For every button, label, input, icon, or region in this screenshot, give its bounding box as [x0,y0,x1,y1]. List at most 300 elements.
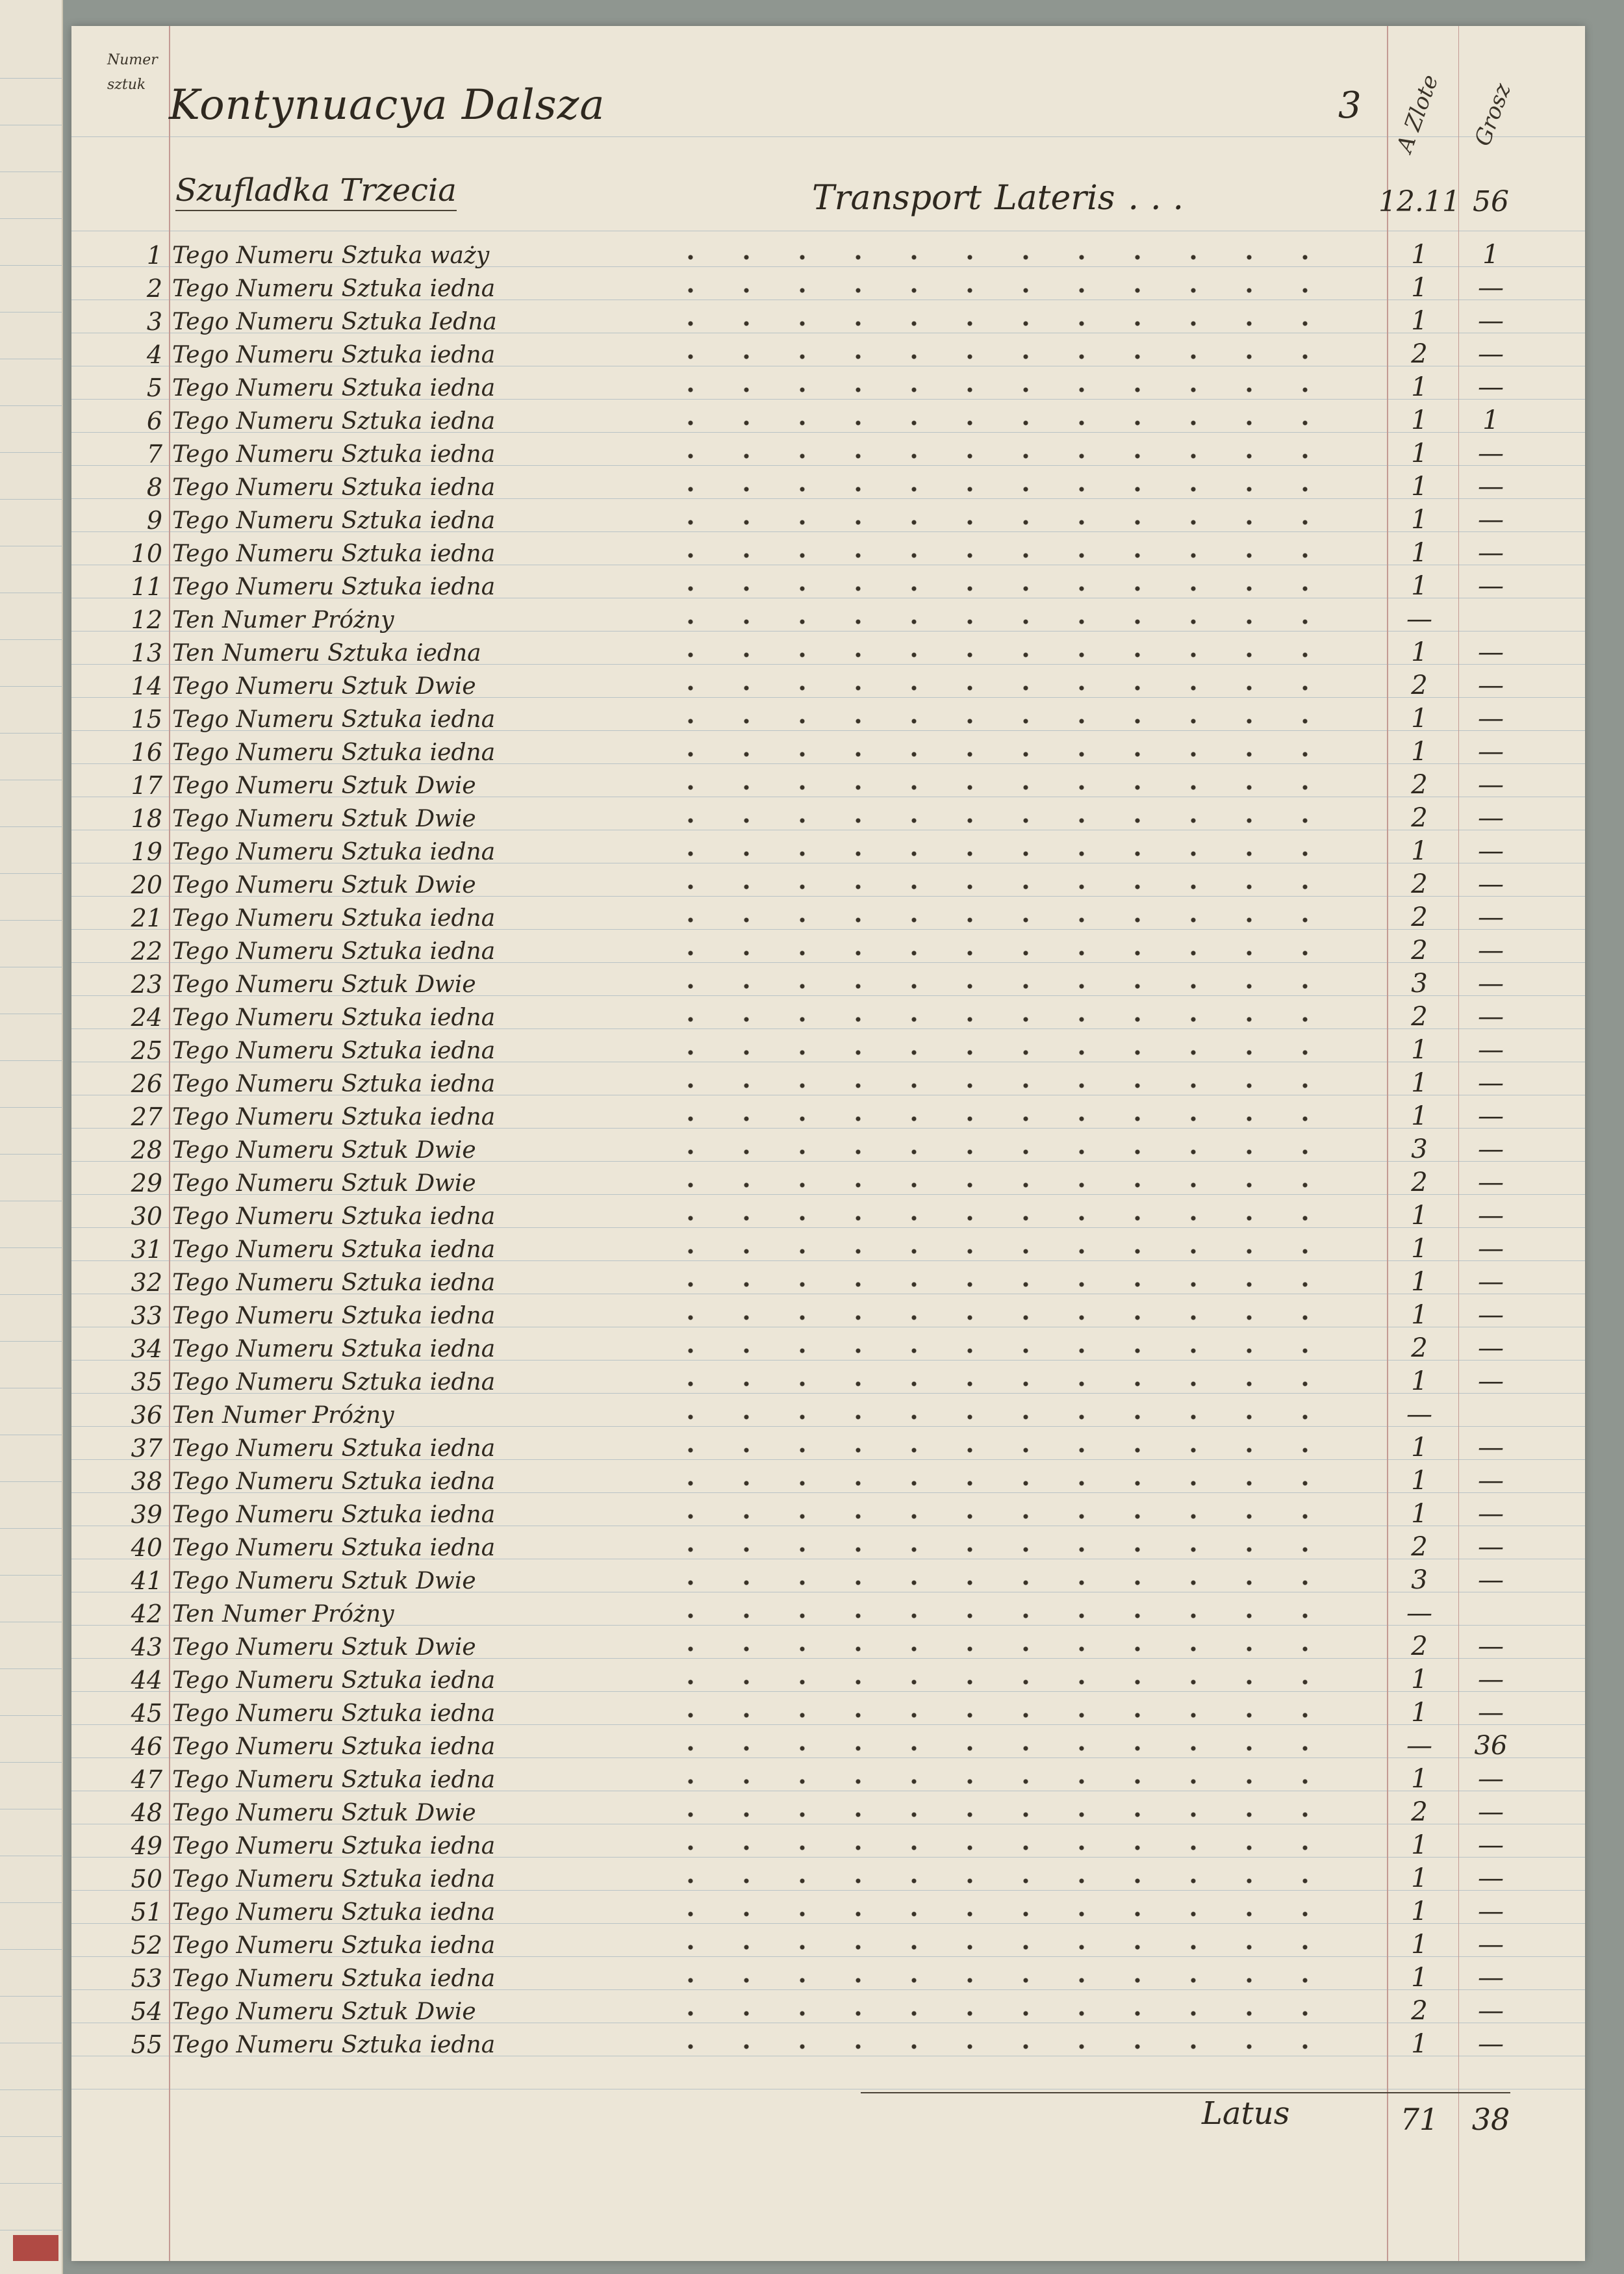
row-number: 28 [131,1136,162,1164]
dot-leaders [656,309,1345,328]
left-page-rule [0,1668,62,1669]
row-number: 14 [131,672,162,700]
row-description: Tego Numeru Sztuka iedna [172,375,496,402]
row-value-grosz: — [1478,472,1504,502]
dot-leaders [656,441,1345,461]
dot-leaders [656,806,1345,825]
row-value-zlote: 1 [1411,1101,1428,1131]
row-value-grosz: — [1478,1201,1504,1231]
row-description: Tego Numeru Sztuka iedna [172,2032,496,2058]
col-grosz-label: Grosz [1469,80,1516,149]
row-value-grosz: — [1478,637,1504,667]
ledger-row [71,1165,1585,1198]
left-page-rule [0,1996,62,1997]
row-number: 3 [146,307,162,336]
row-value-grosz: — [1478,505,1504,535]
row-number: 22 [131,937,162,965]
dot-leaders [656,938,1345,958]
row-value-zlote: 1 [1411,505,1428,535]
row-description: Tego Numeru Sztuka iedna [172,1833,496,1859]
row-description: Tego Numeru Sztuka iedna [172,408,496,435]
row-value-grosz: 1 [1482,240,1499,270]
row-number: 32 [131,1268,162,1297]
row-value-zlote: 1 [1411,439,1428,468]
ledger-row [71,1032,1585,1066]
ledger-row [71,668,1585,701]
row-value-grosz: — [1478,936,1504,965]
row-value-grosz: — [1478,1134,1504,1164]
row-number: 53 [131,1964,162,1993]
row-number: 21 [131,904,162,932]
dot-leaders [656,640,1345,659]
row-number: 35 [131,1368,162,1396]
row-value-grosz: — [1478,1631,1504,1661]
dot-leaders [656,1899,1345,1919]
row-value-grosz: — [1478,770,1504,800]
row-value-zlote: 1 [1411,1234,1428,1264]
dot-leaders [656,408,1345,428]
row-value-zlote: 1 [1411,1830,1428,1860]
row-number: 40 [131,1533,162,1562]
row-value-grosz: — [1478,1002,1504,1032]
row-description: Tego Numeru Sztuka iedna [172,739,496,766]
row-description: Tego Numeru Sztuka iedna [172,1899,496,1926]
row-value-zlote: — [1406,1399,1432,1429]
row-description: Tego Numeru Sztuka iedna [172,1369,496,1396]
row-value-zlote: 2 [1411,1002,1428,1032]
row-value-grosz: 1 [1482,405,1499,435]
left-page-rule [0,686,62,687]
row-value-grosz: 36 [1474,1731,1508,1761]
left-page-rule [0,733,62,734]
row-number: 37 [131,1434,162,1463]
row-description: Tego Numeru Sztuk Dwie [172,1568,476,1594]
left-page-rule [0,1528,62,1529]
row-number: 15 [131,705,162,734]
row-description: Tego Numeru Sztuka iedna [172,905,496,932]
dot-leaders [656,905,1345,925]
row-value-grosz: — [1478,1532,1504,1562]
row-description: Tego Numeru Sztuka iedna [172,1932,496,1959]
row-value-zlote: 2 [1411,936,1428,965]
transport-dots: ... [1128,179,1196,218]
row-description: Tego Numeru Sztuka iedna [172,1468,496,1495]
row-value-zlote: 1 [1411,1698,1428,1728]
row-number: 23 [131,970,162,999]
ledger-row [71,602,1585,635]
ledger-row [71,867,1585,900]
row-value-grosz: — [1478,372,1504,402]
dot-leaders [656,1137,1345,1156]
left-page-rule [0,265,62,266]
row-value-grosz: — [1478,1068,1504,1098]
left-page-rule [0,78,62,79]
row-number: 25 [131,1036,162,1065]
row-value-grosz: — [1478,1101,1504,1131]
dot-leaders [656,2032,1345,2051]
row-description: Tego Numeru Sztuka iedna [172,507,496,534]
row-value-zlote: — [1406,604,1432,634]
left-page-rule [0,1715,62,1716]
transport-value-zlote: 12.11 [1378,185,1460,218]
ledger-row [71,403,1585,436]
row-value-grosz: — [1478,339,1504,369]
row-description: Tego Numeru Sztuk Dwie [172,1137,476,1164]
ledger-row [71,635,1585,668]
row-description: Tego Numeru Sztuk Dwie [172,673,476,700]
row-description: Tego Numeru Sztuka iedna [172,1038,496,1064]
row-number: 46 [131,1732,162,1761]
row-value-grosz: — [1478,1830,1504,1860]
ledger-row [71,1728,1585,1761]
row-number: 47 [131,1765,162,1794]
dot-leaders [656,242,1345,262]
dot-leaders [656,1236,1345,1256]
row-value-zlote: 2 [1411,1797,1428,1827]
ledger-row [71,436,1585,469]
dot-leaders [656,1170,1345,1190]
row-number: 36 [131,1401,162,1429]
row-number: 13 [131,639,162,667]
row-value-grosz: — [1478,1499,1504,1529]
row-number: 12 [131,606,162,634]
row-number: 42 [131,1600,162,1628]
row-number: 9 [146,506,162,535]
dot-leaders [656,1535,1345,1554]
row-number: 7 [146,440,162,468]
dot-leaders [656,1369,1345,1388]
row-value-grosz: — [1478,1764,1504,1794]
binding-tab [13,2235,58,2261]
ledger-row [71,370,1585,403]
row-description: Tego Numeru Sztuka iedna [172,1071,496,1097]
row-number: 55 [131,2030,162,2059]
dot-leaders [656,1733,1345,1753]
left-page-rule [0,1762,62,1763]
dot-leaders [656,1601,1345,1620]
dot-leaders [656,1999,1345,2018]
ledger-row [71,1993,1585,2026]
row-value-grosz: — [1478,671,1504,700]
row-value-zlote: 1 [1411,240,1428,270]
ledger-row [71,469,1585,502]
row-description: Ten Numer Próżny [172,1601,394,1628]
dot-leaders [656,607,1345,626]
row-number: 20 [131,871,162,899]
row-value-zlote: 1 [1411,1930,1428,1960]
ledger-row [71,1927,1585,1960]
row-description: Tego Numeru Sztuka iedna [172,1004,496,1031]
dot-leaders [656,872,1345,891]
row-number: 38 [131,1467,162,1496]
ledger-row [71,1066,1585,1099]
row-description: Tego Numeru Sztuka iedna [172,938,496,965]
ledger-row [71,1099,1585,1132]
row-description: Tego Numeru Sztuka iedna [172,1965,496,1992]
dot-leaders [656,375,1345,394]
dot-leaders [656,1038,1345,1057]
ledger-row [71,1463,1585,1496]
dot-leaders [656,739,1345,759]
row-value-zlote: 1 [1411,1068,1428,1098]
row-value-grosz: — [1478,1665,1504,1694]
dot-leaders [656,1071,1345,1090]
row-value-zlote: 1 [1411,1665,1428,1694]
row-description: Tego Numeru Sztuka iedna [172,1700,496,1727]
page-title: Kontynuacya Dalsza [169,81,605,129]
row-value-grosz: — [1478,1863,1504,1893]
row-number: 33 [131,1301,162,1330]
ledger-sheet [71,26,1585,2261]
left-page-rule [0,2136,62,2137]
row-description: Tego Numeru Sztuk Dwie [172,1999,476,2025]
row-description: Tego Numeru Sztuka iedna [172,706,496,733]
left-page-rule [0,1060,62,1061]
dot-leaders [656,839,1345,858]
row-value-zlote: 1 [1411,836,1428,866]
row-description: Tego Numeru Sztuka iedna [172,541,496,567]
row-number: 8 [146,473,162,502]
row-number: 44 [131,1666,162,1694]
row-value-zlote: 2 [1411,1631,1428,1661]
row-value-grosz: — [1478,803,1504,833]
row-value-zlote: 1 [1411,1201,1428,1231]
left-page-rule [0,2089,62,2090]
ledger-row [71,535,1585,568]
row-value-zlote: 3 [1411,1565,1428,1595]
row-value-zlote: 1 [1411,1267,1428,1297]
row-number: 16 [131,738,162,767]
page-number: 3 [1338,84,1362,127]
row-number: 50 [131,1865,162,1893]
left-page-rule [0,452,62,453]
row-description: Tego Numeru Sztuk Dwie [172,1170,476,1197]
row-description: Tego Numeru Sztuka iedna [172,1435,496,1462]
row-description: Tego Numeru Sztuka iedna [172,839,496,865]
ledger-row [71,734,1585,767]
row-number: 19 [131,837,162,866]
row-number: 17 [131,771,162,800]
dot-leaders [656,1833,1345,1852]
dot-leaders [656,474,1345,494]
row-value-grosz: — [1478,273,1504,303]
left-page-rule [0,639,62,640]
row-description: Tego Numeru Sztuk Dwie [172,806,476,832]
dot-leaders [656,275,1345,295]
row-number: 31 [131,1235,162,1264]
row-description: Ten Numer Próżny [172,1402,394,1429]
col-zlote-label: A Zlote [1391,71,1444,157]
dot-leaders [656,1270,1345,1289]
row-value-grosz: — [1478,1897,1504,1926]
row-number: 51 [131,1898,162,1926]
left-page-rule [0,1107,62,1108]
row-value-zlote: 2 [1411,803,1428,833]
row-description: Tego Numeru Sztuka iedna [172,1303,496,1329]
row-value-zlote: 1 [1411,538,1428,568]
row-value-zlote: 1 [1411,405,1428,435]
ledger-row [71,1596,1585,1629]
dot-leaders [656,706,1345,726]
dot-leaders [656,1435,1345,1455]
left-page-edge [0,0,63,2274]
col-number-label: Numer [107,52,158,68]
row-description: Tego Numeru Sztuka iedna [172,1667,496,1694]
row-value-grosz: — [1478,1035,1504,1065]
dot-leaders [656,342,1345,361]
row-value-grosz: — [1478,1963,1504,1993]
row-number: 26 [131,1069,162,1098]
row-value-zlote: 1 [1411,372,1428,402]
section-subtitle: Szufladka Trzecia [175,172,457,211]
row-value-grosz: — [1478,1797,1504,1827]
row-value-zlote: 2 [1411,671,1428,700]
ledger-row [71,2026,1585,2060]
row-value-grosz: — [1478,1366,1504,1396]
row-description: Tego Numeru Sztuka iedna [172,1501,496,1528]
dot-leaders [656,1004,1345,1024]
row-description: Tego Numeru Sztuk Dwie [172,1634,476,1661]
latus-label: Latus [1202,2095,1290,2132]
row-value-zlote: 1 [1411,571,1428,601]
row-number: 43 [131,1633,162,1661]
row-value-zlote: 1 [1411,1035,1428,1065]
row-description: Tego Numeru Sztuka iedna [172,1203,496,1230]
ledger-rule [71,136,1585,137]
dot-leaders [656,507,1345,527]
row-description: Tego Numeru Sztuka iedna [172,275,496,302]
left-page-rule [0,499,62,500]
dot-leaders [656,1634,1345,1654]
row-value-zlote: 1 [1411,2029,1428,2059]
dot-leaders [656,541,1345,560]
dot-leaders [656,1468,1345,1488]
left-page-rule [0,312,62,313]
latus-rule [861,2092,1510,2093]
left-page-rule [0,405,62,406]
row-value-grosz: — [1478,1433,1504,1463]
latus-value-grosz: 38 [1471,2102,1510,2137]
ledger-row [71,834,1585,867]
row-description: Tego Numeru Sztuk Dwie [172,872,476,899]
left-page-rule [0,1949,62,1950]
dot-leaders [656,1501,1345,1521]
dot-leaders [656,1568,1345,1587]
ledger-row [71,1364,1585,1397]
row-description: Tego Numeru Sztuka Iedna [172,309,497,335]
row-number: 39 [131,1500,162,1529]
row-description: Tego Numeru Sztuka iedna [172,342,496,368]
row-value-zlote: 1 [1411,273,1428,303]
row-number: 5 [146,374,162,402]
row-description: Tego Numeru Sztuk Dwie [172,773,476,799]
row-value-zlote: 2 [1411,770,1428,800]
row-value-grosz: — [1478,1267,1504,1297]
dot-leaders [656,1336,1345,1355]
ledger-row [71,1761,1585,1795]
ledger-row [71,1198,1585,1231]
ledger-row [71,800,1585,834]
row-description: Tego Numeru Sztuk Dwie [172,971,476,998]
ledger-row [71,767,1585,800]
left-page-rule [0,1481,62,1482]
row-value-zlote: — [1406,1731,1432,1761]
row-value-grosz: — [1478,1930,1504,1960]
row-number: 18 [131,804,162,833]
row-value-grosz: — [1478,1300,1504,1330]
dot-leaders [656,773,1345,792]
row-value-zlote: 1 [1411,1300,1428,1330]
left-page-rule [0,826,62,827]
dot-leaders [656,1700,1345,1720]
ledger-row [71,933,1585,966]
row-description: Tego Numeru Sztuka iedna [172,1767,496,1793]
row-number: 11 [131,572,162,601]
ledger-row [71,1231,1585,1264]
row-number: 4 [146,340,162,369]
row-value-grosz: — [1478,1168,1504,1197]
ledger-row [71,1397,1585,1430]
row-value-zlote: 2 [1411,339,1428,369]
ledger-row [71,1563,1585,1596]
row-number: 30 [131,1202,162,1231]
dot-leaders [656,1203,1345,1223]
left-page-rule [0,1575,62,1576]
row-value-zlote: — [1406,1598,1432,1628]
ledger-row [71,303,1585,337]
latus-value-zlote: 71 [1400,2102,1439,2137]
row-value-grosz: — [1478,1698,1504,1728]
dot-leaders [656,1800,1345,1819]
row-value-zlote: 1 [1411,1897,1428,1926]
row-description: Ten Numeru Sztuka iedna [172,640,481,667]
row-description: Tego Numeru Sztuka iedna [172,1733,496,1760]
row-value-zlote: 3 [1411,969,1428,999]
ledger-row [71,337,1585,370]
dot-leaders [656,1866,1345,1885]
dot-leaders [656,1303,1345,1322]
left-page-rule [0,1902,62,1903]
row-value-zlote: 1 [1411,1963,1428,1993]
ledger-row [71,1828,1585,1861]
transport-lateris: Lateris [995,179,1115,218]
ledger-row [71,1297,1585,1331]
row-value-zlote: 1 [1411,1863,1428,1893]
row-value-zlote: 1 [1411,472,1428,502]
ledger-row [71,1132,1585,1165]
transport-label: Transport [812,179,982,218]
row-value-zlote: 1 [1411,1499,1428,1529]
row-description: Tego Numeru Sztuk Dwie [172,1800,476,1826]
row-value-zlote: 1 [1411,704,1428,734]
row-value-grosz: — [1478,571,1504,601]
ledger-row [71,966,1585,999]
ledger-row [71,568,1585,602]
row-value-grosz: — [1478,1333,1504,1363]
row-value-grosz: — [1478,836,1504,866]
row-number: 10 [131,539,162,568]
ledger-row [71,1861,1585,1894]
row-number: 29 [131,1169,162,1197]
row-value-grosz: — [1478,306,1504,336]
ledger-row [71,1795,1585,1828]
left-page-rule [0,218,62,219]
ledger-row [71,502,1585,535]
transport-value-grosz: 56 [1473,185,1509,218]
ledger-row [71,237,1585,270]
left-page-rule [0,1247,62,1248]
row-description: Tego Numeru Sztuka iedna [172,574,496,600]
